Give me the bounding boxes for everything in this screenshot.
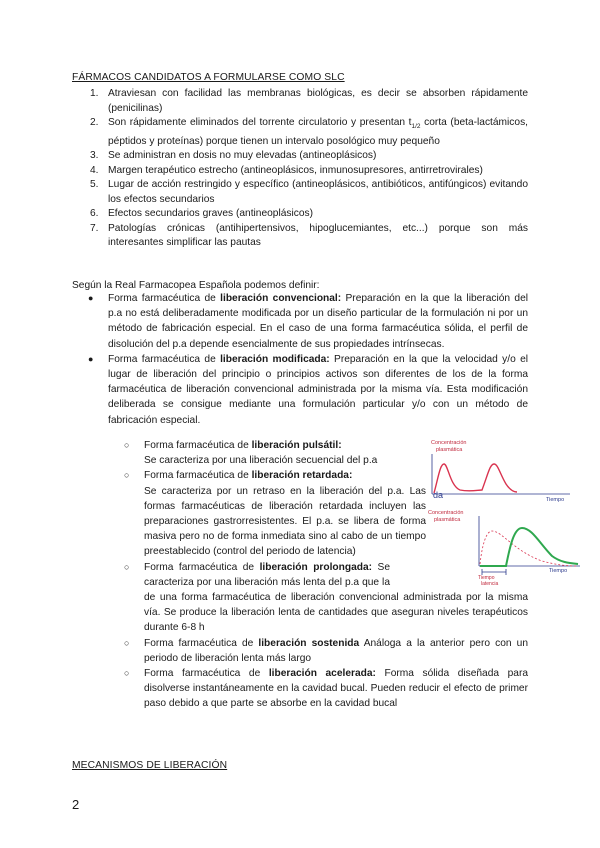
subbullet-term: liberación pulsátil: <box>251 440 342 451</box>
subbullet-text: Se caracteriza por una liberación más lenta del p.a que la <box>144 561 391 588</box>
list-number: 3. <box>90 150 99 162</box>
subbullet-lead: Forma farmacéutica de <box>144 470 252 482</box>
list-number: 2. <box>90 117 99 128</box>
list-text: Margen terapéutico estrecho (antineoplásicos, inmunosupresores, antirretrovirales) <box>108 164 483 176</box>
list-text: Patologías crónicas (antihipertensivos, hipoglucemiantes, etc...) porque son más interesantes simplificar las pautas <box>108 222 528 249</box>
subbullet-term: liberación sostenida <box>258 637 360 649</box>
list-item <box>72 149 528 164</box>
heading-mecanismos-liberacion: MECANISMOS DE LIBERACIÓN <box>72 760 228 771</box>
bullet-lead: Forma farmacéutica de <box>108 293 221 304</box>
page-number: 2 <box>72 797 80 812</box>
bullet-item-convencional <box>72 291 528 352</box>
list-item <box>72 116 528 149</box>
figure-ylabel: Concentración <box>431 440 467 446</box>
list-item <box>72 87 528 116</box>
heading-farmacos-candidatos: FÁRMACOS CANDIDATOS A FORMULARSE COMO SLC <box>72 72 345 83</box>
definition-list <box>72 291 528 428</box>
subbullet-lead: Forma farmacéutica de <box>144 440 252 451</box>
list-number: 7. <box>90 222 99 234</box>
circle-bullet-icon: ○ <box>124 440 130 450</box>
pulsatile-curve <box>434 464 517 493</box>
subbullet-term: liberación prolongada: <box>259 561 373 573</box>
subbullet-lead: Forma farmacéutica de <box>144 668 269 680</box>
pulsatile-release-figure <box>422 434 572 504</box>
circle-bullet-icon: ○ <box>124 561 130 572</box>
candidate-list <box>72 87 528 251</box>
bullet-icon: ● <box>88 293 94 303</box>
circle-bullet-icon: ○ <box>124 637 130 648</box>
latency-label: latencia <box>481 581 499 586</box>
latency-label: Tiempo <box>478 575 495 581</box>
figure-ylabel: plasmática <box>434 517 461 523</box>
subbullet-item-sostenida <box>108 636 528 666</box>
subbullet-lead: Forma farmacéutica de <box>144 561 260 573</box>
list-item <box>72 164 528 179</box>
figure-xlabel: Tiempo <box>546 497 565 503</box>
bullet-term: liberación modificada: <box>220 353 330 365</box>
list-item <box>72 207 528 222</box>
circle-bullet-icon: ○ <box>124 668 130 679</box>
subbullet-term: liberación acelerada: <box>268 668 376 680</box>
list-item <box>72 222 528 251</box>
subbullet-text: de una forma farmacéutica de liberación convencional administrada por la misma vía. Se produce la liberación lenta de cantidades que aseguran niveles terapéuticos durante 6-8 h <box>144 592 528 634</box>
half-life-subscript: 1/2 <box>411 123 421 131</box>
bullet-text: Preparación en la que la liberación del p.a no está deliberadamente modificada por un diseño particular de la formulación ni por un método de fabricación especial. En el caso de una forma farmacéutica sólida, el perfil de disolución del p.a depende esencialmente de sus propiedades intrínsecas. <box>108 293 528 350</box>
subbullet-text: Forma sólida diseñada para disolverse instantáneamente en la cavidad bucal. Pueden reducir el efecto de primer paso debido a que parte se absorbe en la cavidad bucal <box>144 668 529 710</box>
list-number: 4. <box>90 164 99 176</box>
bullet-icon: ● <box>88 353 94 364</box>
subbullet-text: Se caracteriza por un retraso en la liberación del p.a. Las formas farmacéuticas de liberación retardada incluyen las preparaciones gastrorresistentes. El p.a. se libera de forma masiva pero no de forma inmediata sino al cabo de un tiempo preestablecido (control del periodo de latencia) <box>144 485 426 558</box>
intro-paragraph: Según la Real Farmacopea Española podemos definir: <box>72 280 320 291</box>
list-number: 1. <box>90 88 99 99</box>
delayed-release-curve <box>480 528 578 566</box>
bullet-item-modificada <box>72 352 528 428</box>
bullet-term: liberación convencional: <box>220 293 342 304</box>
figure-ylabel: plasmática <box>436 447 463 453</box>
list-text: Atraviesan con facilidad las membranas biológicas, es decir se absorben rápidamente (penicilinas) <box>108 88 528 114</box>
subbullet-text: Se caracteriza por una liberación secuencial del p.a <box>144 455 378 467</box>
figure-ylabel: Concentración <box>428 510 464 516</box>
list-number: 5. <box>90 179 99 191</box>
circle-bullet-icon: ○ <box>124 470 130 481</box>
subbullet-lead: Forma farmacéutica de <box>144 637 259 649</box>
list-item <box>72 178 528 207</box>
subbullet-item-retardada <box>108 468 426 559</box>
bullet-lead: Forma farmacéutica de <box>108 353 221 365</box>
subbullet-term: liberación retardada: <box>251 470 353 482</box>
list-text: corta (beta-lactámicos, péptidos y proteínas) porque tienen un intervalo posológico muy pequeño <box>108 117 528 147</box>
list-number: 6. <box>90 208 99 220</box>
list-text: Se administran en dosis no muy elevadas (antineoplásicos) <box>108 150 377 162</box>
figure-xlabel: Tiempo <box>549 568 568 574</box>
subbullet-item-pulsatil <box>108 438 426 468</box>
subbullet-item-acelerada <box>108 666 528 712</box>
list-text: Son rápidamente eliminados del torrente circulatorio y presentan t <box>108 117 412 128</box>
list-text: Lugar de acción restringido y específico (antineoplásicos, antibióticos, antifúngicos) evitando los efectos secundarios <box>108 179 528 205</box>
subbullet-text: Análoga a la anterior pero con un periodo de liberación lenta más largo <box>144 637 528 664</box>
list-text: Efectos secundarios graves (antineoplásicos) <box>108 208 313 220</box>
bullet-text: Preparación en la que la velocidad y/o el lugar de liberación del principio o principios activos son diferentes de los de la forma farmacéutica de liberación convencional administrada por la misma vía. Esta modificación deliberada se consigue mediante una formulación particular y/o con un método de fabricación especial. <box>108 353 529 426</box>
figure-stray-mark: da <box>433 490 444 500</box>
delayed-release-figure <box>422 506 582 586</box>
